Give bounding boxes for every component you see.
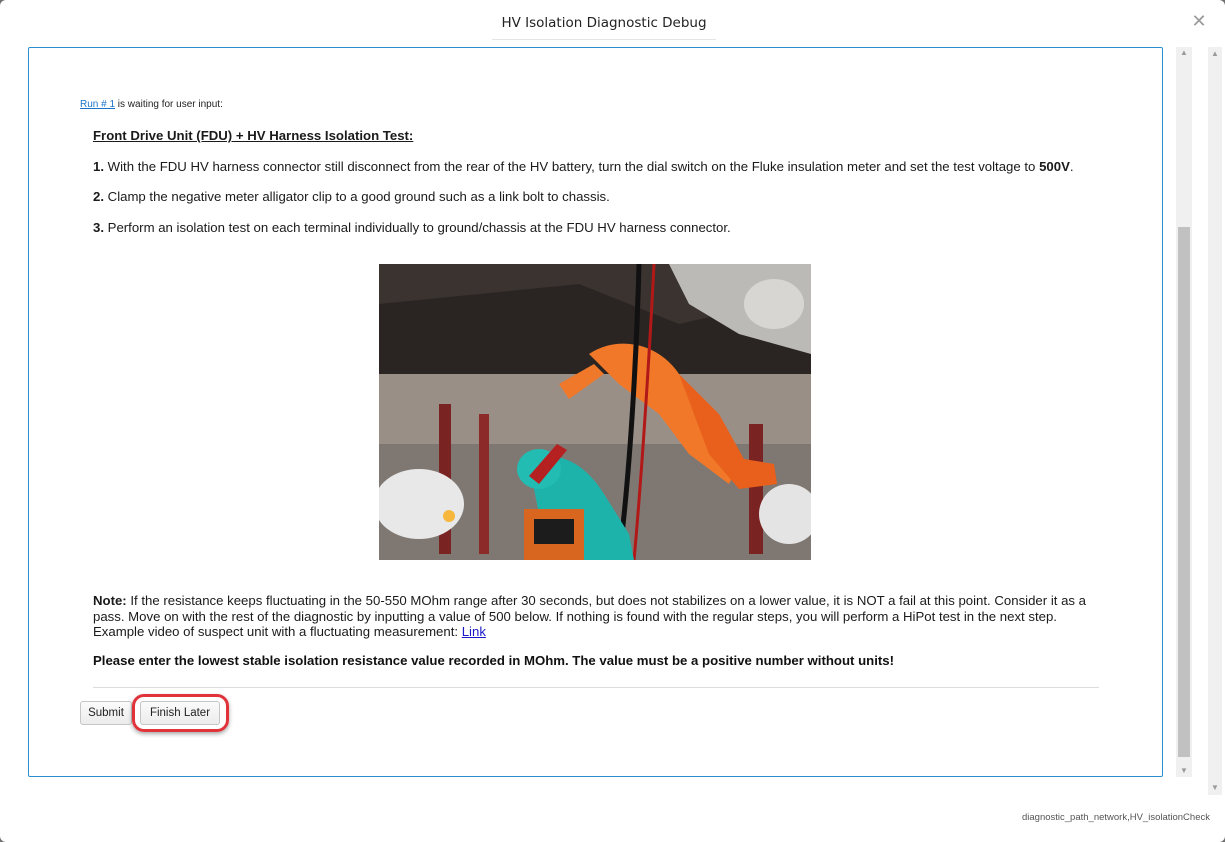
step-voltage: 500V [1039,158,1070,174]
submit-button[interactable]: Submit [80,701,132,725]
step-text: Clamp the negative meter alligator clip to a good ground such as a link bolt to chassis. [104,189,610,204]
note-paragraph [93,593,1093,640]
step-number: 3. [93,219,104,235]
note-text: If the resistance keeps fluctuating in the 50-550 MOhm range after 30 seconds, but does not stabilizes on a lower value, it is NOT a fail at this point. Consider it as a pass. Move on with the rest of the diagnostic by inputting a value of 500 below. If nothing is found with the regular steps, you will perform a HiPot test in the next step. Example video of suspect unit with a fluctuating measurement: [93,593,1086,639]
scroll-down-icon[interactable]: ▼ [1211,783,1219,792]
run-link[interactable]: Run # 1 [80,99,116,110]
finish-later-button[interactable]: Finish Later [140,701,220,725]
test-heading: Front Drive Unit (FDU) + HV Harness Isolation Test: [93,128,414,143]
step-text-end: . [1069,158,1074,174]
step-2 [93,189,1093,205]
outer-scrollbar[interactable] [1208,47,1222,795]
scroll-up-icon[interactable]: ▲ [1180,48,1188,57]
scrollbar-thumb[interactable] [1178,227,1190,757]
modal-title: HV Isolation Diagnostic Debug [492,8,716,40]
photo-illustration [379,264,811,560]
step-number: 2. [93,189,104,204]
step-1 [93,159,1093,175]
step-3 [93,220,1093,236]
scroll-up-icon[interactable]: ▲ [1211,49,1219,58]
run-status-text: is waiting for user input: [115,99,223,110]
inner-scrollbar[interactable] [1176,47,1192,777]
scroll-down-icon[interactable]: ▼ [1180,766,1188,775]
divider [93,687,1099,688]
step-number: 1. [93,158,104,174]
instruction-photo [379,264,811,560]
note-label: Note: [93,593,127,608]
input-prompt: Please enter the lowest stable isolation resistance value recorded in MOhm. The value must be a positive number without units! [93,653,894,668]
run-status [80,99,223,110]
video-link[interactable]: Link [461,624,486,639]
step-text: With the FDU HV harness connector still disconnect from the rear of the HV battery, turn the dial switch on the Fluke insulation meter and set the test voltage to [104,158,1040,174]
step-text: Perform an isolation test on each terminal individually to ground/chassis at the FDU HV harness connector. [104,219,731,235]
content-frame [28,47,1163,777]
diagnostic-path-label: diagnostic_path_network,HV_isolationCheck [1021,812,1210,823]
close-icon[interactable]: ✕ [1191,11,1207,32]
instructions [93,128,1093,235]
